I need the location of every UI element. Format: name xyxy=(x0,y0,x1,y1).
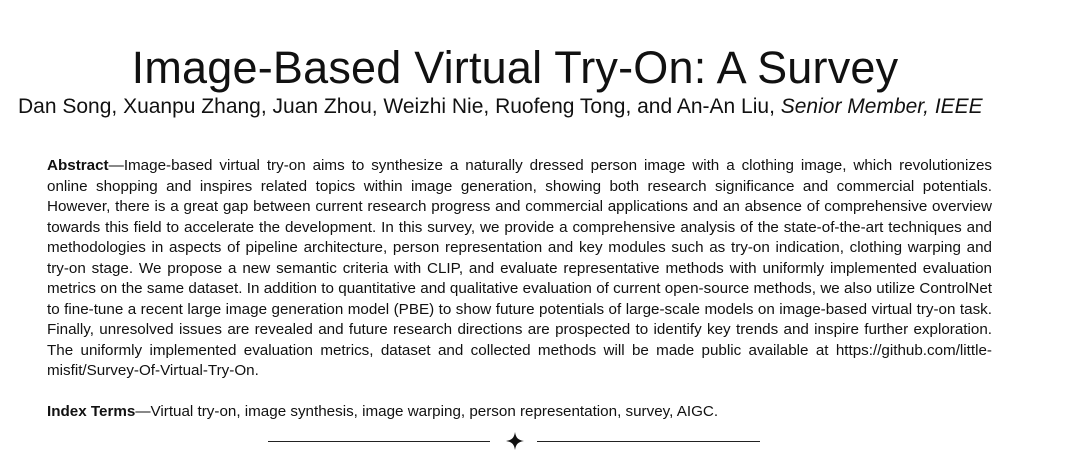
author-role: Senior Member, IEEE xyxy=(780,95,983,118)
abstract-label: Abstract xyxy=(47,157,109,174)
author-names: Dan Song, Xuanpu Zhang, Juan Zhou, Weizhi Nie, Ruofeng Tong, and An-An Liu, xyxy=(18,95,775,118)
index-terms-label: Index Terms xyxy=(47,403,136,420)
abstract-text: Image-based virtual try-on aims to synthesize a naturally dressed person image with a clothing image, which revolutionizes online shopping and inspires related topics within image generation, showing both research significance and commercial potentials. However, there is a great gap between current research progress and commercial applications and an absence of comprehensive overview towards this field to accelerate the development. In this survey, we provide a comprehensive analysis of the state-of-the-art techniques and methodologies in aspects of pipeline architecture, person representation and key modules such as try-on indication, clothing warping and try-on stage. We propose a new semantic criteria with CLIP, and evaluate representative methods with uniformly implemented evaluation metrics on the same dataset. In addition to quantitative and qualitative evaluation of current open-source methods, we also utilize ControlNet to fine-tune a recent large image generation model (PBE) to show future potentials of large-scale models on image-based virtual try-on task. Finally, unresolved issues are revealed and future research directions are prospected to identify key trends and inspire further exploration. The uniformly implemented evaluation metrics, dataset and collected methods will be made public available at https://github.com/little-misfit/Survey-Of-Virtual-Try-On. xyxy=(47,157,992,379)
author-list xyxy=(18,95,1068,119)
index-terms-text: Virtual try-on, image synthesis, image warping, person representation, survey, AIGC. xyxy=(150,403,719,420)
abstract-dash: — xyxy=(108,157,124,174)
paper-title: Image-Based Virtual Try-On: A Survey xyxy=(131,42,899,94)
four-point-star-icon xyxy=(505,431,525,451)
section-separator xyxy=(268,430,760,452)
index-terms-dash: — xyxy=(135,403,151,420)
separator-line-left xyxy=(268,441,490,442)
separator-line-right xyxy=(537,441,760,442)
abstract xyxy=(47,156,992,382)
index-terms xyxy=(47,402,992,422)
